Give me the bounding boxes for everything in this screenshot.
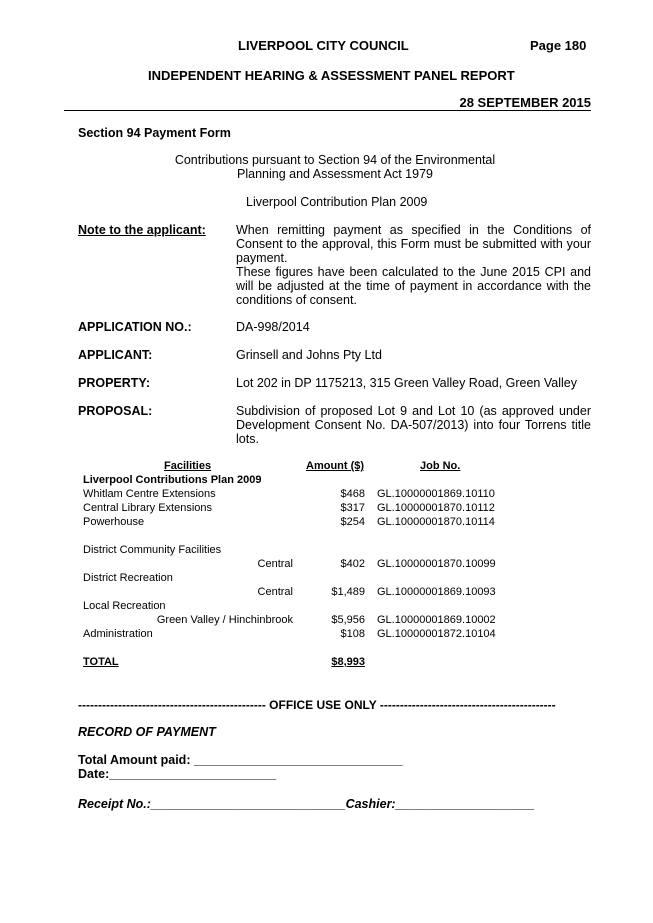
date-field[interactable]: Date:________________________ [78,767,277,781]
header-rule [64,110,591,111]
receipt-cashier-fields[interactable]: Receipt No.:____________________________Cashier:____________________ [78,797,535,811]
council-name: LIVERPOOL CITY COUNCIL [238,38,409,53]
intro-line-1: Contributions pursuant to Section 94 of the Environmental [174,153,496,167]
facility-job-no: GL.10000001869.10002 [377,614,496,626]
facility-job-no: GL.10000001870.10099 [377,558,496,570]
facility-amount: $1,489 [331,586,365,598]
report-title: INDEPENDENT HEARING & ASSESSMENT PANEL REPORT [148,68,515,83]
facility-amount: $108 [340,628,365,640]
total-amount-paid-field[interactable]: Total Amount paid: ______________________________ [78,753,403,767]
facility-amount: $5,956 [331,614,365,626]
facility-name: Administration [83,628,153,640]
facility-amount: $468 [340,488,365,500]
plan-heading: Liverpool Contributions Plan 2009 [83,474,262,486]
record-of-payment-heading: RECORD OF PAYMENT [78,725,216,739]
intro-line-2: Planning and Assessment Act 1979 [237,167,433,181]
facility-amount: $317 [340,502,365,514]
facility-name: Central Library Extensions [83,502,213,514]
facility-job-no: GL.10000001872.10104 [377,628,496,640]
facility-group: District Community Facilities [83,544,222,556]
facility-job-no: GL.10000001870.10114 [377,516,495,528]
property-value: Lot 202 in DP 1175213, 315 Green Valley Road, Green Valley [236,376,577,390]
amount-header: Amount ($) [306,460,365,472]
plan-name: Liverpool Contribution Plan 2009 [246,195,428,209]
note-paragraph-1: When remitting payment as specified in the Conditions of Consent to the approval, this Form must be submitted with your payment. [236,223,591,265]
facility-subname: Green Valley / Hinchinbrook [156,614,293,626]
facility-group: Local Recreation [83,600,166,612]
form-title: Section 94 Payment Form [78,126,231,140]
proposal-value: Subdivision of proposed Lot 9 and Lot 10 (as approved under Development Consent No. DA-507/2013) into four Torrens title lots. [236,404,591,446]
facility-job-no: GL.10000001869.10110 [377,488,495,500]
facility-group: District Recreation [83,572,173,584]
applicant-value: Grinsell and Johns Pty Ltd [236,348,382,362]
page-number: Page 180 [530,38,587,53]
proposal-label: PROPOSAL: [78,404,153,418]
application-no-label: APPLICATION NO.: [78,320,192,334]
job-header: Job No. [420,460,461,472]
facility-amount: $254 [340,516,365,528]
facility-subname: Central [257,558,293,570]
note-paragraph-2: These figures have been calculated to the June 2015 CPI and will be adjusted at the time of payment in accordance with the conditions of consent. [236,265,591,307]
note-label: Note to the applicant: [78,223,206,237]
total-amount: $8,993 [331,656,365,668]
applicant-label: APPLICANT: [78,348,153,362]
application-no-value: DA-998/2014 [236,320,310,334]
facility-name: Powerhouse [83,516,145,528]
facility-subname: Central [257,586,293,598]
report-date: 28 SEPTEMBER 2015 [459,95,591,110]
facilities-header: Facilities [164,460,212,472]
property-label: PROPERTY: [78,376,150,390]
facility-amount: $402 [340,558,365,570]
total-label: TOTAL [83,656,119,668]
facility-job-no: GL.10000001869.10093 [377,586,496,598]
facility-name: Whitlam Centre Extensions [83,488,216,500]
facility-job-no: GL.10000001870.10112 [377,502,495,514]
office-use-banner: ----------------------------------------------- OFFICE USE ONLY -------------------------------------------- [78,698,556,712]
